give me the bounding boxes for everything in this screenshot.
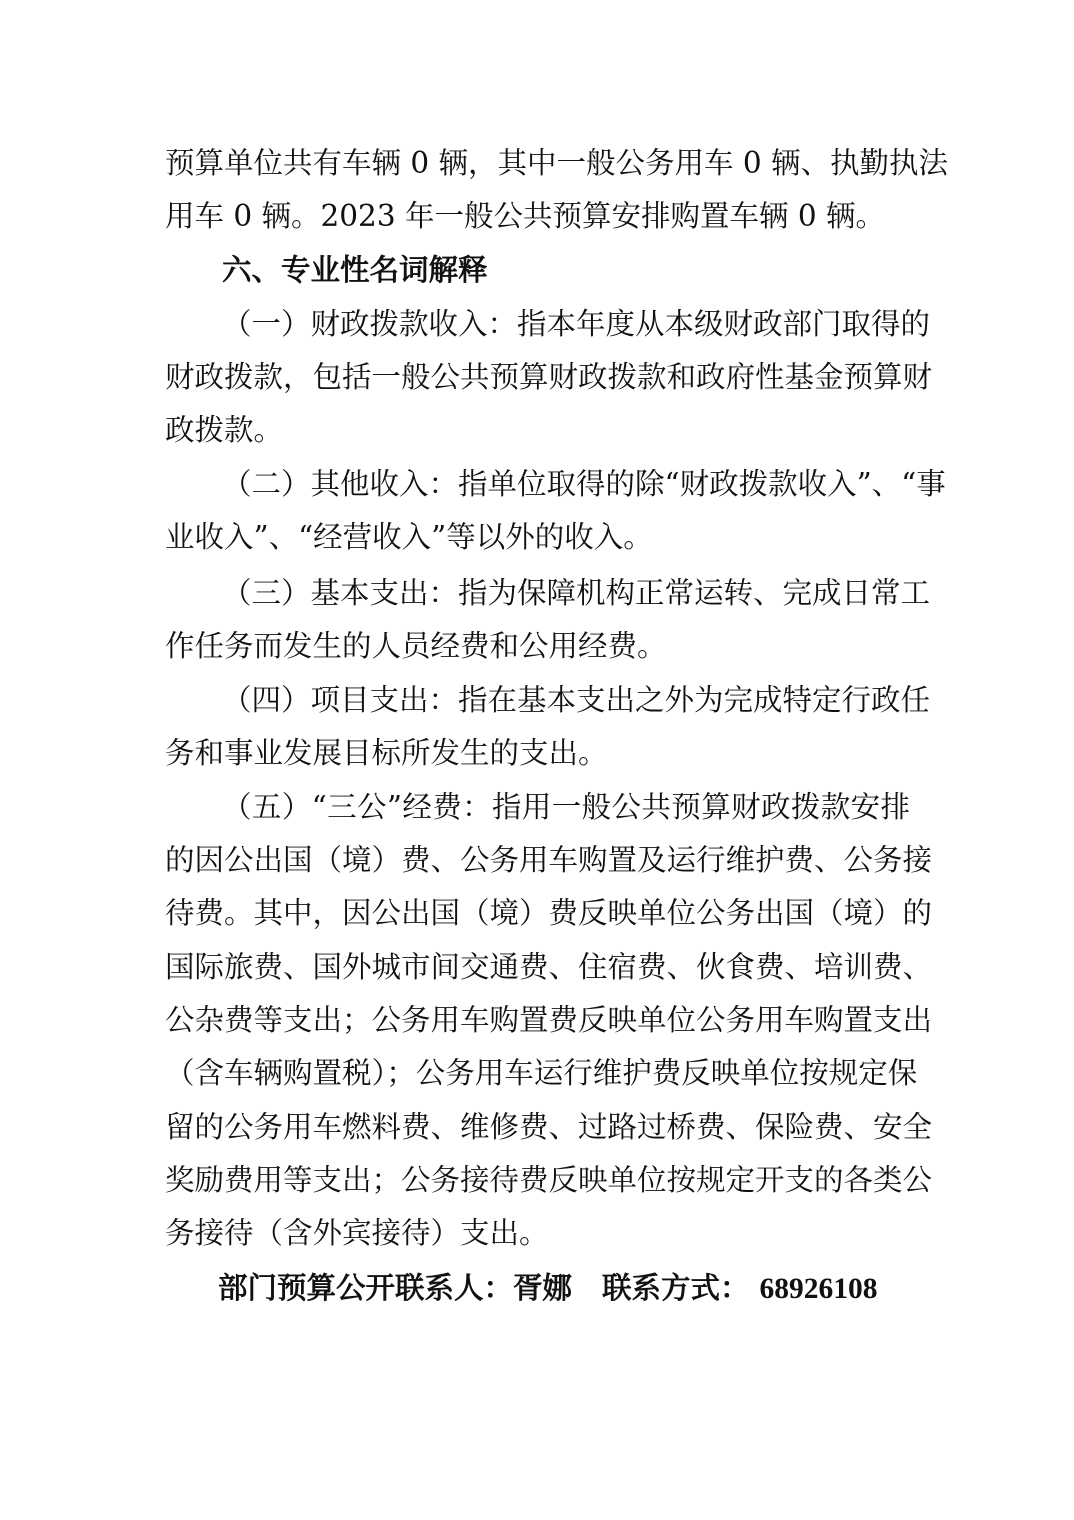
- definition-line: （一）财政拨款收入：指本年度从本级财政部门取得的: [222, 307, 931, 341]
- definition-line: （三）基本支出：指为保障机构正常运转、完成日常工: [222, 576, 931, 610]
- contact-person: 部门预算公开联系人：胥娜: [218, 1270, 573, 1305]
- contact-phone-label: 联系方式：: [602, 1270, 750, 1305]
- body-line: 预算单位共有车辆 0 辆，其中一般公务用车 0 辆、执勤执法: [165, 146, 949, 180]
- definition-line: 务和事业发展目标所发生的支出。: [165, 736, 608, 770]
- definition-line: （四）项目支出：指在基本支出之外为完成特定行政任: [222, 683, 931, 717]
- body-line: 用车 0 辆。2023 年一般公共预算安排购置车辆 0 辆。: [165, 199, 885, 233]
- section-heading: 六、专业性名词解释: [222, 253, 488, 287]
- definition-line: 务接待（含外宾接待）支出。: [165, 1216, 549, 1250]
- definition-line: 的因公出国（境）费、公务用车购置及运行维护费、公务接: [165, 843, 933, 877]
- definition-line: 政拨款。: [165, 413, 284, 447]
- definition-line: 财政拨款，包括一般公共预算财政拨款和政府性基金预算财: [165, 360, 933, 394]
- definition-line: 公杂费等支出；公务用车购置费反映单位公务用车购置支出: [165, 1003, 933, 1037]
- definition-line: 待费。其中，因公出国（境）费反映单位公务出国（境）的: [165, 896, 933, 930]
- definition-line: 作任务而发生的人员经费和公用经费。: [165, 629, 667, 663]
- definition-line: 留的公务用车燃料费、维修费、过路过桥费、保险费、安全: [165, 1110, 933, 1144]
- definition-line: （含车辆购置税）；公务用车运行维护费反映单位按规定保: [165, 1056, 918, 1090]
- definition-line: 国际旅费、国外城市间交通费、住宿费、伙食费、培训费、: [165, 950, 933, 984]
- definition-line: （五）“三公”经费：指用一般公共预算财政拨款安排: [222, 790, 910, 824]
- contact-line: [218, 1268, 878, 1309]
- definition-line: （二）其他收入：指单位取得的除“财政拨款收入”、“事: [222, 467, 946, 501]
- definition-line: 业收入”、“经营收入”等以外的收入。: [165, 520, 653, 554]
- contact-phone-number: 68926108: [759, 1273, 878, 1305]
- definition-line: 奖励费用等支出；公务接待费反映单位按规定开支的各类公: [165, 1163, 933, 1197]
